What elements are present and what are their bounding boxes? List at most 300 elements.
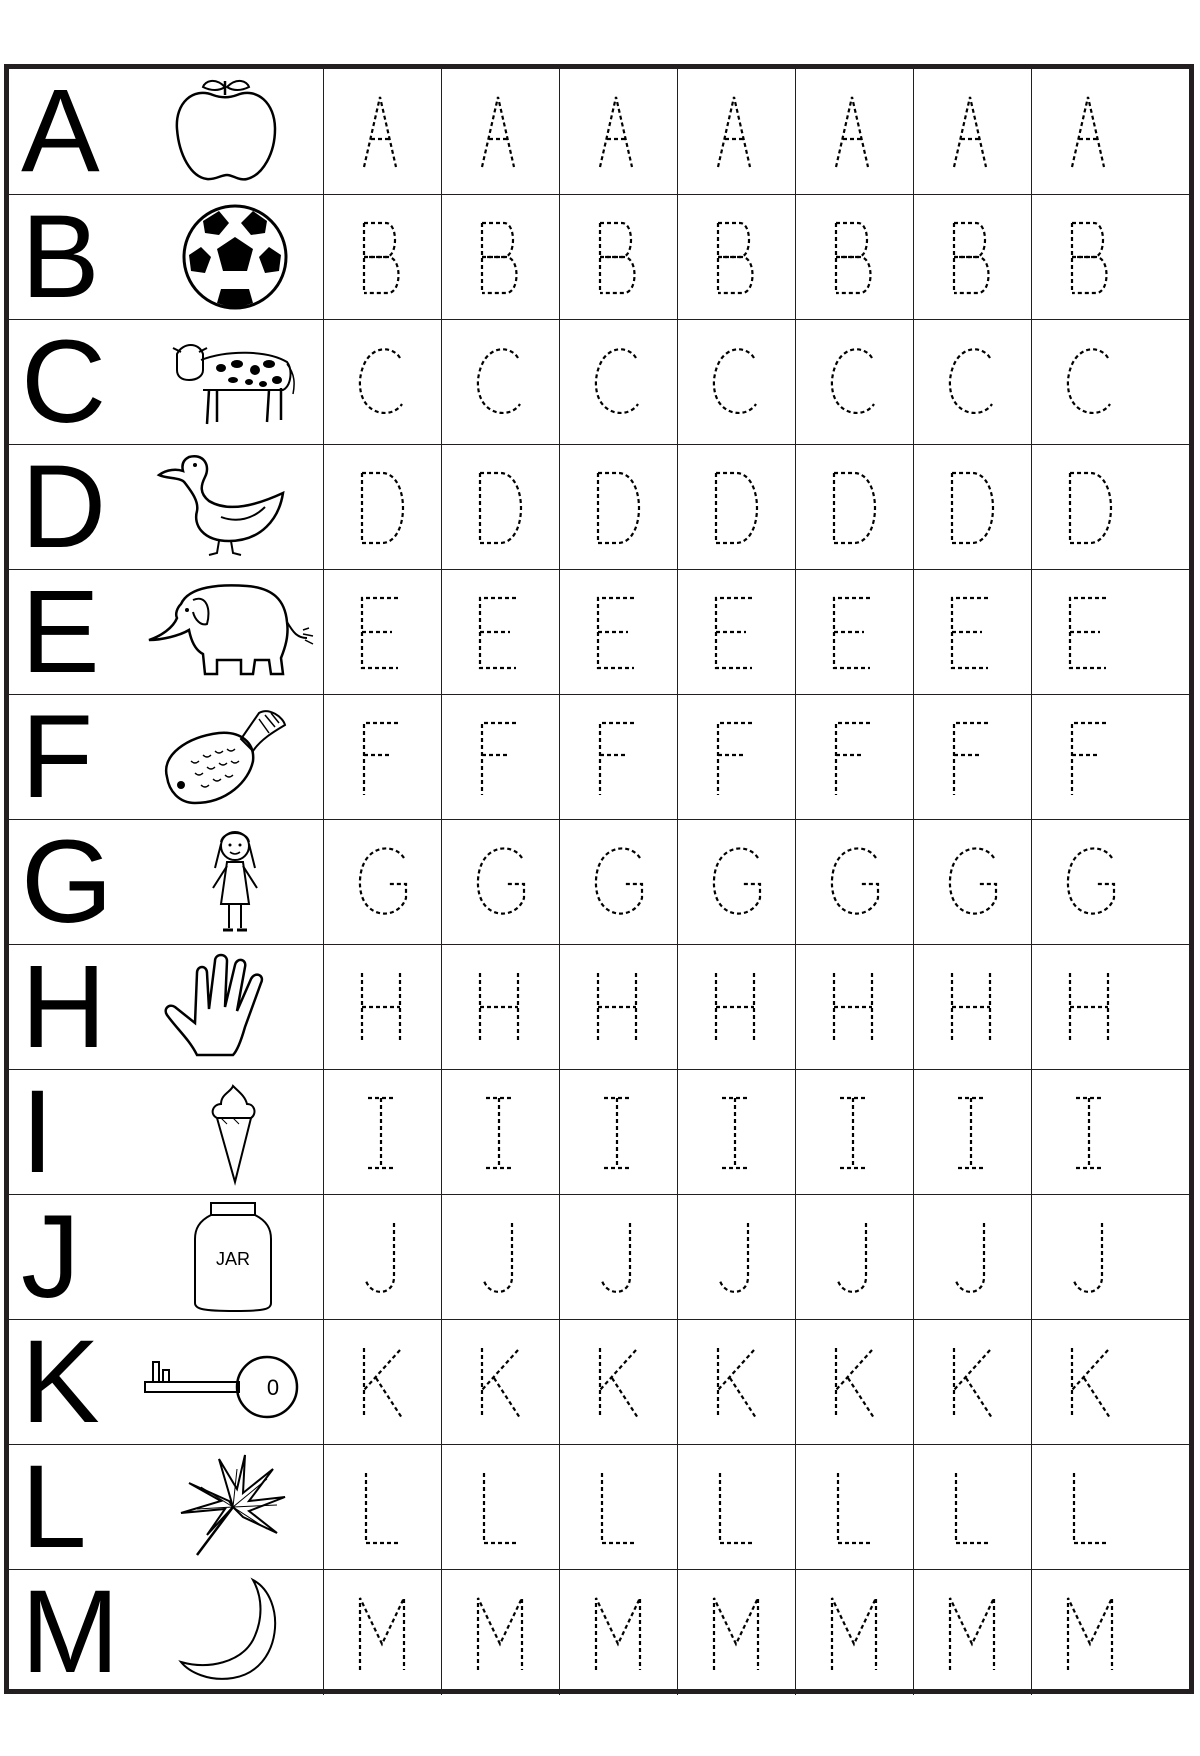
trace-stroke: [600, 97, 632, 167]
dashed-letter-i: [1032, 1070, 1150, 1195]
trace-stroke: [364, 257, 399, 293]
duck-icon: [137, 449, 329, 566]
trace-cell: [441, 570, 559, 695]
dashed-letter-f: [442, 695, 560, 820]
row-letter: F: [21, 691, 94, 823]
trace-stroke: [718, 257, 753, 293]
elephant-icon: [137, 574, 329, 691]
trace-stroke: [836, 223, 867, 257]
dashed-letter-g: [324, 820, 442, 945]
trace-stroke: [602, 1473, 636, 1543]
trace-stroke: [482, 97, 514, 167]
trace-cell: [795, 1320, 913, 1445]
dashed-letter-d: [324, 445, 442, 570]
trace-stroke: [612, 1378, 638, 1418]
trace-stroke: [482, 1350, 518, 1390]
trace-cell: [559, 695, 677, 820]
dashed-letter-i: [442, 1070, 560, 1195]
trace-stroke: [718, 97, 750, 167]
trace-cell: [677, 445, 795, 570]
trace-stroke: [494, 1378, 520, 1418]
trace-cell: [677, 695, 795, 820]
trace-stroke: [714, 349, 756, 413]
dashed-letter-h: [442, 945, 560, 1070]
trace-cell: [795, 570, 913, 695]
trace-cell: [677, 1195, 795, 1320]
dashed-letter-j: [1032, 1195, 1150, 1320]
trace-cell: [323, 445, 441, 570]
trace-cell: [323, 1570, 441, 1695]
trace-cell: [795, 695, 913, 820]
trace-cell: [1031, 695, 1149, 820]
trace-stroke: [366, 1223, 394, 1292]
trace-cell: [1031, 820, 1149, 945]
trace-cell: [1031, 1195, 1149, 1320]
trace-stroke: [478, 349, 520, 413]
trace-cell: [441, 1320, 559, 1445]
trace-cell: [323, 320, 441, 445]
dashed-letter-l: [560, 1445, 678, 1570]
trace-cell: [795, 195, 913, 320]
ice-cream-icon: [137, 1074, 329, 1191]
trace-stroke: [1070, 473, 1111, 543]
row-letter: M: [21, 1566, 120, 1698]
trace-stroke: [718, 1350, 754, 1390]
trace-stroke: [364, 97, 396, 167]
trace-stroke: [954, 97, 986, 167]
dashed-letter-d: [560, 445, 678, 570]
dashed-letter-k: [678, 1320, 796, 1445]
trace-cell: [323, 820, 441, 945]
trace-cell: [913, 945, 1031, 1070]
trace-cell: [795, 1195, 913, 1320]
trace-cell: [559, 320, 677, 445]
dashed-letter-l: [678, 1445, 796, 1570]
trace-cell: [677, 570, 795, 695]
dashed-letter-d: [442, 445, 560, 570]
tracing-worksheet: [4, 64, 1194, 1698]
trace-cell: [323, 945, 441, 1070]
dashed-letter-m: [324, 1570, 442, 1695]
dashed-letter-g: [678, 820, 796, 945]
trace-cell: [795, 1570, 913, 1695]
trace-cell: [677, 1070, 795, 1195]
dashed-letter-k: [914, 1320, 1032, 1445]
trace-cell: [559, 445, 677, 570]
trace-stroke: [480, 473, 521, 543]
trace-cell: [795, 1070, 913, 1195]
dashed-letter-l: [1032, 1445, 1150, 1570]
dashed-letter-c: [678, 320, 796, 445]
row-letter: H: [21, 941, 107, 1073]
dashed-letter-d: [678, 445, 796, 570]
dashed-letter-m: [442, 1570, 560, 1695]
trace-stroke: [954, 257, 989, 293]
trace-cell: [559, 1570, 677, 1695]
trace-stroke: [364, 223, 395, 257]
row-letter: G: [21, 816, 113, 948]
key-icon: [137, 1324, 329, 1441]
trace-cell: [1031, 320, 1149, 445]
trace-cell: [441, 1570, 559, 1695]
trace-cell: [323, 1070, 441, 1195]
trace-cell: [559, 820, 677, 945]
trace-stroke: [1068, 349, 1110, 413]
letter-row-a: [9, 65, 1189, 197]
row-letter: D: [21, 441, 107, 573]
row-letter: B: [21, 191, 100, 323]
dashed-letter-e: [324, 570, 442, 695]
row-letter: I: [21, 1066, 54, 1198]
dashed-letter-i: [678, 1070, 796, 1195]
trace-stroke: [360, 349, 402, 413]
girl-icon: [137, 824, 329, 941]
trace-stroke: [600, 723, 634, 795]
dashed-letter-g: [914, 820, 1032, 945]
letter-row-c: [9, 316, 1189, 448]
dashed-letter-h: [796, 945, 914, 1070]
dashed-letter-h: [1032, 945, 1150, 1070]
row-letter: E: [21, 566, 100, 698]
dashed-letter-f: [1032, 695, 1150, 820]
trace-stroke: [832, 1598, 876, 1670]
trace-stroke: [836, 1350, 872, 1390]
trace-cell: [913, 1195, 1031, 1320]
row-letter: A: [21, 65, 100, 197]
trace-stroke: [730, 1378, 756, 1418]
dashed-letter-a: [442, 69, 560, 194]
dashed-letter-f: [324, 695, 442, 820]
trace-stroke: [966, 1378, 992, 1418]
trace-stroke: [1068, 1598, 1112, 1670]
trace-stroke: [360, 1598, 404, 1670]
trace-cell: [1031, 945, 1149, 1070]
dashed-letter-b: [442, 195, 560, 320]
letter-row-b: [9, 191, 1189, 323]
cow-icon: [137, 324, 329, 441]
trace-cell: [441, 695, 559, 820]
trace-stroke: [718, 723, 752, 795]
trace-stroke: [600, 1350, 636, 1390]
dashed-letter-m: [1032, 1570, 1150, 1695]
trace-cell: [913, 1570, 1031, 1695]
trace-cell: [913, 820, 1031, 945]
dashed-letter-e: [678, 570, 796, 695]
trace-cell: [323, 1195, 441, 1320]
dashed-letter-l: [324, 1445, 442, 1570]
trace-stroke: [836, 723, 870, 795]
trace-cell: [795, 320, 913, 445]
trace-stroke: [596, 349, 638, 413]
dashed-letter-l: [442, 1445, 560, 1570]
dashed-letter-e: [560, 570, 678, 695]
dashed-letter-l: [914, 1445, 1032, 1570]
dashed-letter-f: [678, 695, 796, 820]
dashed-letter-k: [560, 1320, 678, 1445]
dashed-letter-f: [796, 695, 914, 820]
trace-stroke: [714, 1598, 758, 1670]
trace-stroke: [950, 1598, 994, 1670]
letter-row-k: [9, 1316, 1189, 1448]
trace-cell: [559, 1320, 677, 1445]
trace-cell: [795, 1445, 913, 1570]
trace-stroke: [956, 1473, 990, 1543]
dashed-letter-a: [1032, 69, 1150, 194]
letter-row-f: [9, 691, 1189, 823]
row-letter: L: [21, 1441, 87, 1573]
dashed-letter-g: [1032, 820, 1150, 945]
trace-stroke: [1072, 257, 1107, 293]
dashed-letter-e: [796, 570, 914, 695]
trace-stroke: [482, 723, 516, 795]
trace-cell: [559, 195, 677, 320]
trace-stroke: [836, 257, 871, 293]
letter-row-d: [9, 441, 1189, 573]
trace-cell: [677, 1320, 795, 1445]
trace-stroke: [838, 1223, 866, 1292]
trace-stroke: [950, 349, 992, 413]
trace-stroke: [484, 1223, 512, 1292]
trace-stroke: [1072, 223, 1103, 257]
trace-cell: [1031, 195, 1149, 320]
dashed-letter-c: [324, 320, 442, 445]
trace-stroke: [956, 1223, 984, 1292]
letter-row-g: [9, 816, 1189, 948]
letter-row-h: [9, 941, 1189, 1073]
row-letter: J: [21, 1191, 80, 1323]
dashed-letter-a: [796, 69, 914, 194]
soccer-ball-icon: [137, 199, 329, 316]
letter-row-i: [9, 1066, 1189, 1198]
dashed-letter-f: [560, 695, 678, 820]
trace-cell: [913, 445, 1031, 570]
trace-cell: [559, 945, 677, 1070]
dashed-letter-k: [324, 1320, 442, 1445]
dashed-letter-a: [678, 69, 796, 194]
trace-stroke: [1068, 848, 1114, 913]
dashed-letter-f: [914, 695, 1032, 820]
dashed-letter-j: [442, 1195, 560, 1320]
trace-cell: [913, 1445, 1031, 1570]
dashed-letter-c: [560, 320, 678, 445]
trace-cell: [559, 1070, 677, 1195]
trace-stroke: [366, 1473, 400, 1543]
letter-row-j: [9, 1191, 1189, 1323]
dashed-letter-l: [796, 1445, 914, 1570]
trace-stroke: [602, 1223, 630, 1292]
trace-stroke: [1074, 1473, 1108, 1543]
trace-cell: [913, 1320, 1031, 1445]
trace-cell: [323, 69, 441, 194]
dashed-letter-e: [442, 570, 560, 695]
trace-cell: [913, 69, 1031, 194]
dashed-letter-d: [1032, 445, 1150, 570]
dashed-letter-a: [914, 69, 1032, 194]
trace-cell: [323, 695, 441, 820]
trace-stroke: [482, 257, 517, 293]
trace-stroke: [600, 257, 635, 293]
trace-cell: [677, 320, 795, 445]
trace-cell: [677, 820, 795, 945]
trace-cell: [559, 570, 677, 695]
dashed-letter-c: [796, 320, 914, 445]
trace-cell: [1031, 445, 1149, 570]
trace-cell: [677, 1570, 795, 1695]
trace-stroke: [1072, 97, 1104, 167]
trace-cell: [441, 1195, 559, 1320]
trace-cell: [677, 1445, 795, 1570]
apple-icon: [137, 73, 329, 190]
trace-cell: [1031, 1320, 1149, 1445]
trace-cell: [441, 195, 559, 320]
trace-cell: [677, 945, 795, 1070]
dashed-letter-k: [1032, 1320, 1150, 1445]
dashed-letter-c: [442, 320, 560, 445]
trace-stroke: [482, 223, 513, 257]
dashed-letter-a: [560, 69, 678, 194]
trace-stroke: [832, 848, 878, 913]
moon-icon: [137, 1574, 329, 1691]
dashed-letter-h: [324, 945, 442, 1070]
dashed-letter-j: [560, 1195, 678, 1320]
trace-stroke: [954, 723, 988, 795]
dashed-letter-i: [796, 1070, 914, 1195]
dashed-letter-b: [914, 195, 1032, 320]
trace-cell: [441, 1445, 559, 1570]
trace-cell: [795, 945, 913, 1070]
trace-cell: [441, 945, 559, 1070]
trace-cell: [323, 1320, 441, 1445]
dashed-letter-c: [914, 320, 1032, 445]
dashed-letter-j: [678, 1195, 796, 1320]
trace-stroke: [954, 223, 985, 257]
trace-stroke: [848, 1378, 874, 1418]
trace-stroke: [596, 1598, 640, 1670]
trace-cell: [677, 195, 795, 320]
trace-stroke: [376, 1378, 402, 1418]
trace-cell: [1031, 1070, 1149, 1195]
trace-stroke: [718, 223, 749, 257]
trace-cell: [913, 195, 1031, 320]
trace-stroke: [1072, 1350, 1108, 1390]
trace-stroke: [1072, 723, 1106, 795]
row-letter: C: [21, 316, 107, 448]
trace-cell: [323, 1445, 441, 1570]
letter-row-m: [9, 1566, 1189, 1698]
letter-row-e: [9, 566, 1189, 698]
trace-stroke: [714, 848, 760, 913]
dashed-letter-j: [914, 1195, 1032, 1320]
dashed-letter-b: [796, 195, 914, 320]
trace-stroke: [950, 848, 996, 913]
dashed-letter-b: [1032, 195, 1150, 320]
dashed-letter-e: [914, 570, 1032, 695]
jar-label: JAR: [215, 1249, 251, 1269]
trace-cell: [795, 445, 913, 570]
trace-cell: [559, 1195, 677, 1320]
trace-cell: [323, 195, 441, 320]
trace-stroke: [952, 473, 993, 543]
trace-cell: [1031, 570, 1149, 695]
dashed-letter-m: [914, 1570, 1032, 1695]
dashed-letter-g: [560, 820, 678, 945]
jar-icon: [137, 1199, 329, 1316]
dashed-letter-e: [1032, 570, 1150, 695]
trace-stroke: [954, 1350, 990, 1390]
dashed-letter-i: [914, 1070, 1032, 1195]
dashed-letter-d: [796, 445, 914, 570]
dashed-letter-i: [324, 1070, 442, 1195]
dashed-letter-k: [796, 1320, 914, 1445]
dashed-letter-g: [442, 820, 560, 945]
trace-cell: [795, 69, 913, 194]
dashed-letter-d: [914, 445, 1032, 570]
dashed-letter-m: [560, 1570, 678, 1695]
dashed-letter-k: [442, 1320, 560, 1445]
trace-cell: [913, 570, 1031, 695]
dashed-letter-m: [678, 1570, 796, 1695]
trace-cell: [913, 1070, 1031, 1195]
dashed-letter-j: [796, 1195, 914, 1320]
dashed-letter-h: [914, 945, 1032, 1070]
trace-cell: [795, 820, 913, 945]
trace-stroke: [478, 1598, 522, 1670]
trace-stroke: [360, 848, 406, 913]
trace-stroke: [596, 848, 642, 913]
trace-stroke: [362, 473, 403, 543]
trace-stroke: [716, 473, 757, 543]
letter-row-l: [9, 1441, 1189, 1573]
trace-cell: [441, 1070, 559, 1195]
trace-cell: [1031, 1570, 1149, 1695]
trace-cell: [677, 69, 795, 194]
fish-icon: [137, 699, 329, 816]
trace-stroke: [364, 1350, 400, 1390]
dashed-letter-g: [796, 820, 914, 945]
trace-stroke: [478, 848, 524, 913]
trace-cell: [1031, 1445, 1149, 1570]
trace-stroke: [834, 473, 875, 543]
dashed-letter-m: [796, 1570, 914, 1695]
leaf-icon: [137, 1449, 329, 1566]
dashed-letter-h: [560, 945, 678, 1070]
trace-cell: [441, 445, 559, 570]
trace-cell: [441, 69, 559, 194]
trace-stroke: [1084, 1378, 1110, 1418]
trace-stroke: [484, 1473, 518, 1543]
trace-cell: [441, 820, 559, 945]
key-label: 0: [266, 1375, 280, 1400]
trace-cell: [559, 1445, 677, 1570]
trace-cell: [441, 320, 559, 445]
trace-stroke: [598, 473, 639, 543]
trace-stroke: [838, 1473, 872, 1543]
trace-stroke: [720, 1473, 754, 1543]
dashed-letter-c: [1032, 320, 1150, 445]
trace-cell: [913, 695, 1031, 820]
trace-stroke: [1074, 1223, 1102, 1292]
trace-cell: [913, 320, 1031, 445]
trace-stroke: [364, 723, 398, 795]
hand-icon: [137, 949, 329, 1066]
dashed-letter-h: [678, 945, 796, 1070]
dashed-letter-b: [560, 195, 678, 320]
trace-stroke: [600, 223, 631, 257]
trace-stroke: [720, 1223, 748, 1292]
trace-stroke: [832, 349, 874, 413]
dashed-letter-j: [324, 1195, 442, 1320]
dashed-letter-b: [678, 195, 796, 320]
